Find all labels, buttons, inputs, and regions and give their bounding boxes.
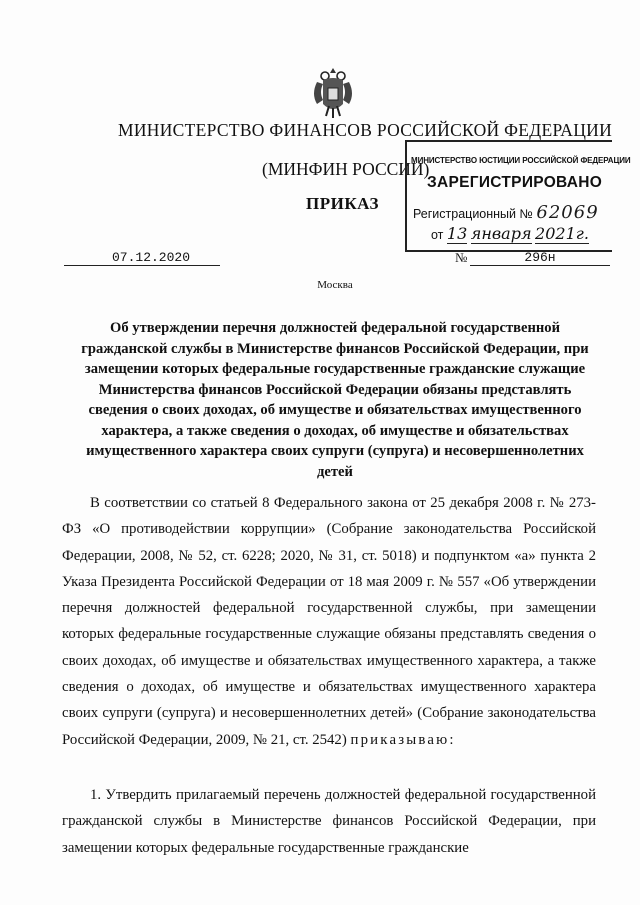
registration-stamp [405, 140, 631, 252]
order-number: 296н [470, 250, 610, 266]
order-number-label: № [455, 250, 468, 265]
stamp-date-year: 2021г. [535, 224, 589, 243]
order-word: приказываю: [350, 731, 456, 748]
order-date: 07.12.2020 [64, 250, 220, 266]
stamp-date-line [431, 224, 589, 243]
document-title: Об утверждении перечня должностей федеральной государственной гражданской службы в Министерстве финансов Российской Федерации, при замещении которых федеральные государственные гражданские служащие Министерства финансов Российской Федерации обязаны представлять сведения о своих доходах, об имуществе и обязательствах имущественного характера, а также сведения о доходах, об имуществе и обязательствах имущественного характера своих супруги (супруга) и несовершеннолетних детей [81, 320, 589, 480]
document-type: ПРИКАЗ [306, 194, 379, 213]
ministry-name: МИНИСТЕРСТВО ФИНАНСОВ РОССИЙСКОЙ ФЕДЕРАЦИИ [118, 120, 613, 140]
stamp-date-prefix: от [431, 228, 444, 242]
stamp-organization: МИНИСТЕРСТВО ЮСТИЦИИ РОССИЙСКОЙ ФЕДЕРАЦИИ [411, 156, 631, 165]
stamp-registration-line [413, 202, 599, 223]
stamp-registration-label: Регистрационный № [413, 207, 533, 221]
coat-of-arms-icon [309, 64, 357, 120]
body-paragraph-1 [62, 490, 596, 753]
preamble-text: В соответствии со статьей 8 Федерального закона от 25 декабря 2008 г. № 273-ФЗ «О противодействии коррупции» (Собрание законодательства Российской Федерации, 2008, № 52, ст. 6228; 2020, № 31, ст. 5018) и подпунктом «а» пункта 2 Указа Президента Российской Федерации от 18 мая 2009 г. № 557 «Об утверждении перечня должностей федеральной государственной службы, при замещении которых федеральные государственные служащие обязаны представлять сведения о своих доходах, об имуществе и обязательствах имущественного характера, а также сведения о доходах, об имуществе и обязательствах имущественного характера своих супруги (супруга) и несовершеннолетних детей» (Собрание законодательства Российской Федерации, 2009, № 21, ст. 2542) [62, 495, 596, 748]
stamp-date-month: января [470, 224, 532, 243]
stamp-registration-number: 62069 [536, 202, 599, 223]
body-paragraph-2: 1. Утвердить прилагаемый перечень должностей федеральной государственной гражданской службы в Министерстве финансов Российской Федерации, при замещении которых федеральные государственные гражданские [62, 787, 596, 856]
stamp-status: ЗАРЕГИСТРИРОВАНО [427, 174, 603, 191]
stamp-date-day: 13 [446, 224, 468, 243]
order-city: Москва [317, 279, 353, 291]
ministry-short-name: (МИНФИН РОССИИ) [262, 159, 430, 179]
